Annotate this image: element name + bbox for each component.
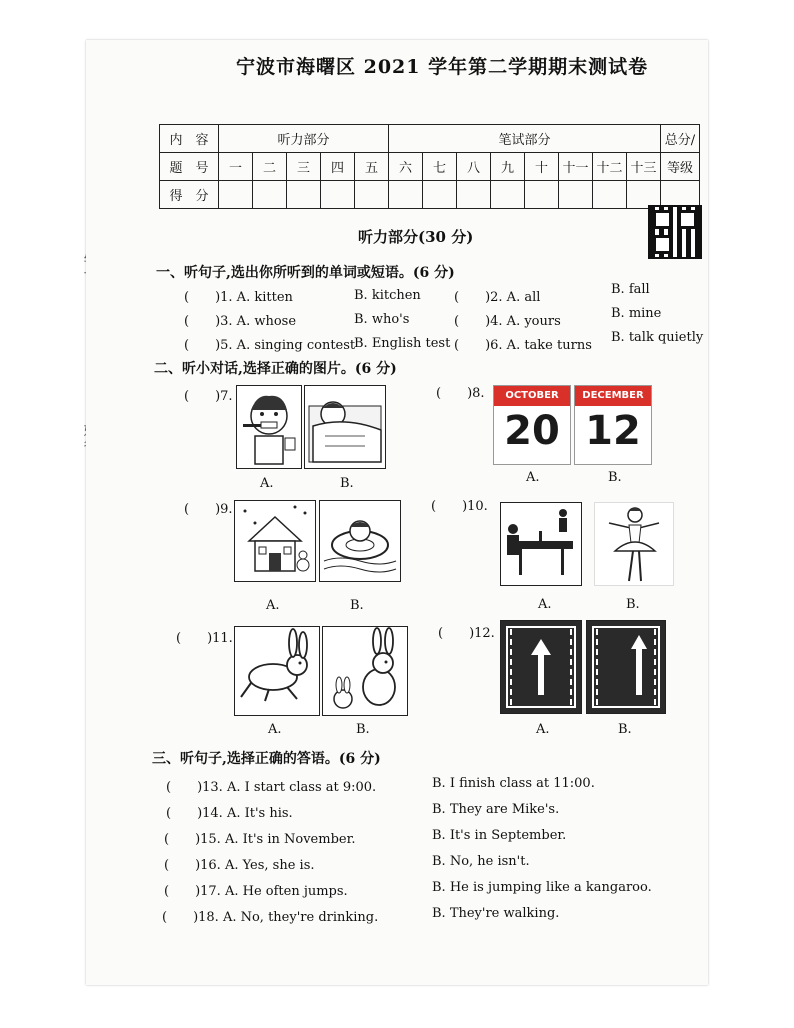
row-label-content: 内 容 <box>160 125 219 153</box>
score-row-numbers <box>160 153 700 181</box>
col-5: 五 <box>355 153 389 181</box>
score-cell[interactable] <box>219 181 253 209</box>
q13: ( )13. A. I start class at 9:00. <box>166 780 377 795</box>
q11: ( )11. <box>176 631 233 646</box>
total-header: 总分/ <box>661 125 700 153</box>
q12-label-b: B. <box>618 722 632 737</box>
part-title: 听力部分(30 分) <box>358 228 474 246</box>
one-way-road-sign-icon <box>587 621 665 713</box>
q17: ( )17. A. He often jumps. <box>164 884 348 899</box>
col-13: 十三 <box>627 153 661 181</box>
section-2-title: 二、听小对话,选择正确的图片。(6 分) <box>154 361 397 377</box>
q8-image-b[interactable] <box>574 385 652 465</box>
q7: ( )7. <box>184 389 233 404</box>
calendar-day-a: 20 <box>504 408 560 454</box>
q3: ( )3. A. whose <box>184 314 297 329</box>
q8-label-b: B. <box>608 470 622 485</box>
score-cell[interactable] <box>423 181 457 209</box>
score-cell[interactable] <box>355 181 389 209</box>
calendar-month-a: OCTOBER <box>494 386 570 406</box>
q17-option-b: B. He is jumping like a kangaroo. <box>432 880 652 895</box>
score-cell[interactable] <box>253 181 287 209</box>
table-tennis-icon <box>501 503 581 585</box>
col-10: 十 <box>525 153 559 181</box>
score-cell[interactable] <box>287 181 321 209</box>
q15-option-b: B. It's in September. <box>432 828 567 843</box>
q8-image-a[interactable] <box>493 385 571 465</box>
q11-label-b: B. <box>356 722 370 737</box>
exam-title: 宁波市海曙区 2021 学年第二学期期末测试卷 <box>236 56 649 78</box>
score-row-scores <box>160 181 700 209</box>
col-12: 十二 <box>593 153 627 181</box>
score-cell[interactable] <box>593 181 627 209</box>
score-cell[interactable] <box>559 181 593 209</box>
q11-label-a: A. <box>268 722 282 737</box>
sleeping-child-icon <box>305 386 385 468</box>
exam-paper <box>86 40 708 985</box>
q12-label-a: A. <box>536 722 550 737</box>
q16: ( )16. A. Yes, she is. <box>164 858 315 873</box>
score-cell[interactable] <box>457 181 491 209</box>
col-2: 二 <box>253 153 287 181</box>
q12-image-b[interactable] <box>586 620 666 714</box>
score-table <box>159 124 700 209</box>
col-6: 六 <box>389 153 423 181</box>
q18-option-b: B. They're walking. <box>432 906 560 921</box>
q10-image-a[interactable] <box>500 502 582 586</box>
q4: ( )4. A. yours <box>454 314 561 329</box>
jumping-rabbit-icon <box>235 627 319 715</box>
q13-option-b: B. I finish class at 11:00. <box>432 776 595 791</box>
q3-option-b: B. who's <box>354 312 410 327</box>
total-level: 等级 <box>661 153 700 181</box>
row-label-number: 题 号 <box>160 153 219 181</box>
q10: ( )10. <box>431 499 488 514</box>
q15: ( )15. A. It's in November. <box>164 832 356 847</box>
col-9: 九 <box>491 153 525 181</box>
q1-option-b: B. kitchen <box>354 288 421 303</box>
q6: ( )6. A. take turns <box>454 338 592 353</box>
q9-label-a: A. <box>266 598 280 613</box>
q1: ( )1. A. kitten <box>184 290 293 305</box>
col-3: 三 <box>287 153 321 181</box>
binding-margin <box>0 0 90 1028</box>
col-8: 八 <box>457 153 491 181</box>
q14: ( )14. A. It's his. <box>166 806 293 821</box>
qr-code-icon <box>648 205 702 259</box>
q9: ( )9. <box>184 502 233 517</box>
score-cell[interactable] <box>389 181 423 209</box>
col-4: 四 <box>321 153 355 181</box>
rabbit-family-icon <box>323 627 407 715</box>
section-1-title: 一、听句子,选出你所听到的单词或短语。(6 分) <box>156 265 455 281</box>
one-way-road-sign-icon <box>501 621 581 713</box>
score-row-content <box>160 125 700 153</box>
q6-option-b: B. talk quietly <box>611 330 704 345</box>
q12-image-a[interactable] <box>500 620 582 714</box>
q8: ( )8. <box>436 386 485 401</box>
col-1: 一 <box>219 153 253 181</box>
q7-label-b: B. <box>340 476 354 491</box>
calendar-month-b: DECEMBER <box>575 386 651 406</box>
q14-option-b: B. They are Mike's. <box>432 802 560 817</box>
col-7: 七 <box>423 153 457 181</box>
calendar-day-b: 12 <box>585 408 641 454</box>
q11-image-a[interactable] <box>234 626 320 716</box>
q18: ( )18. A. No, they're drinking. <box>162 910 379 925</box>
q9-image-a[interactable] <box>234 500 316 582</box>
row-label-score: 得 分 <box>160 181 219 209</box>
written-header: 笔试部分 <box>389 125 661 153</box>
ballet-dancer-icon <box>595 503 673 585</box>
q10-label-b: B. <box>626 597 640 612</box>
q10-image-b[interactable] <box>594 502 674 586</box>
q5: ( )5. A. singing contest <box>184 338 356 353</box>
col-11: 十一 <box>559 153 593 181</box>
q4-option-b: B. mine <box>611 306 662 321</box>
q8-label-a: A. <box>526 470 540 485</box>
score-cell[interactable] <box>491 181 525 209</box>
score-cell[interactable] <box>321 181 355 209</box>
snowy-house-icon <box>235 501 315 581</box>
q9-image-b[interactable] <box>319 500 401 582</box>
boy-brushing-teeth-icon <box>237 386 301 468</box>
q2-option-b: B. fall <box>611 282 650 297</box>
q7-image-b[interactable] <box>304 385 386 469</box>
q10-label-a: A. <box>538 597 552 612</box>
child-swimming-ring-icon <box>320 501 400 581</box>
q7-label-a: A. <box>260 476 274 491</box>
q11-image-b[interactable] <box>322 626 408 716</box>
listening-header: 听力部分 <box>219 125 389 153</box>
q12: ( )12. <box>438 626 495 641</box>
q9-label-b: B. <box>350 598 364 613</box>
section-3-title: 三、听句子,选择正确的答语。(6 分) <box>152 751 381 767</box>
score-cell[interactable] <box>525 181 559 209</box>
q5-option-b: B. English test <box>354 336 451 351</box>
q7-image-a[interactable] <box>236 385 302 469</box>
q2: ( )2. A. all <box>454 290 541 305</box>
q16-option-b: B. No, he isn't. <box>432 854 530 869</box>
